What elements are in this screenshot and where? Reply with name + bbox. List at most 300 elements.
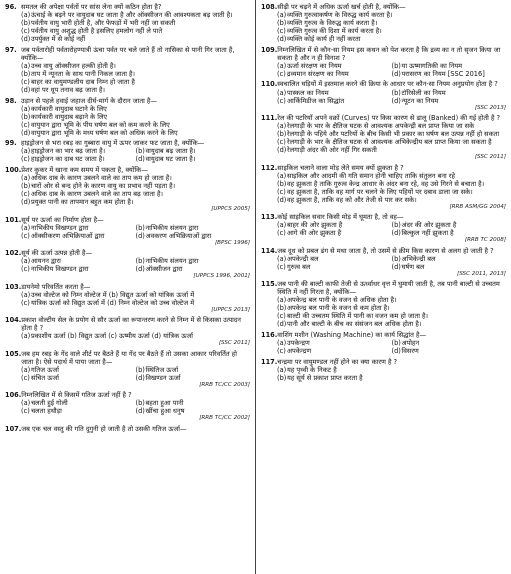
question-number: 109. — [261, 45, 278, 54]
question-number: 108. — [261, 3, 278, 11]
question-item — [5, 283, 250, 314]
answer-option-row — [5, 257, 250, 265]
question-number: 96. — [5, 3, 17, 11]
option-label: (c) — [21, 77, 30, 86]
question-stem — [261, 80, 506, 88]
option-text: वायुयान द्वारा भूमि के मध्य घर्षण बल को अधिक करने के लिए — [31, 128, 178, 137]
answer-option — [21, 224, 136, 232]
answer-option — [261, 312, 506, 320]
answer-option — [261, 180, 506, 188]
question-number: 102. — [5, 249, 22, 258]
answer-option-row — [261, 347, 506, 355]
column-divider — [255, 0, 256, 574]
option-label: (a) — [21, 223, 31, 232]
answer-option — [21, 265, 136, 273]
question-number: 117. — [261, 357, 278, 366]
answer-option-row — [261, 339, 506, 347]
answer-option — [392, 255, 507, 263]
option-label: (a) — [277, 221, 287, 230]
answer-option — [5, 190, 250, 198]
option-label: (d) — [277, 195, 287, 204]
option-label: (b) — [391, 338, 401, 347]
answer-option-row — [5, 332, 250, 340]
option-label: (c) — [21, 407, 30, 416]
option-text: आगे की ओर झुकता है — [287, 229, 342, 238]
option-text: रेलगाड़ी के भार के क्षैतिज घटक से आवश्यक अपकेन्द्री बल प्राप्त किया जा सके — [287, 122, 475, 130]
answer-option — [21, 232, 136, 240]
question-text: समतल की अपेक्षा पर्वतों पर सांस लेना क्यों कठिन होता है? — [21, 3, 162, 11]
question-number: 104. — [5, 316, 22, 325]
answer-option — [261, 366, 506, 374]
option-text: अपकेन्द्र बल पानी के वजन से कम होता है। — [287, 304, 390, 313]
option-label: (c) — [21, 27, 30, 36]
option-label: (a) — [277, 338, 287, 347]
option-text: चारों ओर से बन्द होने के कारण वायु का प्रभाव नहीं पड़ता है। — [31, 182, 176, 191]
option-text: वह झुकता है, ताकि वह को और तेजी से पार कर सके। — [287, 195, 417, 204]
option-label: (a) — [277, 122, 287, 130]
answer-option — [277, 347, 392, 355]
question-item — [261, 114, 506, 161]
option-label: (b) — [277, 179, 287, 188]
question-stem — [5, 391, 250, 399]
option-label: (d) — [277, 320, 287, 329]
question-item — [5, 166, 250, 213]
option-text: अधिक दाब के कारण उबलने वाले का ताप कम हो जाता है। — [31, 174, 172, 182]
answer-option-row — [261, 255, 506, 263]
question-item — [261, 331, 506, 355]
exam-source: [RRB ASM/GG 2004] — [449, 203, 506, 210]
option-label: (d) — [21, 128, 31, 137]
answer-option — [21, 407, 136, 415]
option-text: रेलगाड़ी के पहिये और पटरियों के बीच किसी भी प्रकार का घर्षण बल उत्पन्न नहीं हो सकता — [287, 130, 500, 139]
answer-option-row — [5, 374, 250, 382]
exam-source: [UPPCS 2013] — [211, 306, 250, 313]
exam-source: [RRB TC 2008] — [464, 237, 506, 244]
question-text: जब एक चल वस्तु की गति दुगुनी हो जाती है तो उसकी गतिज ऊर्जा— — [21, 424, 187, 433]
question-text: चन्द्रमा पर वायुमण्डल नहीं होने का क्या कारण है ? — [277, 357, 398, 366]
option-label: (c) — [21, 231, 30, 240]
option-label: (d) — [135, 265, 145, 274]
answer-option — [5, 174, 250, 182]
option-label: (c) — [21, 190, 30, 199]
option-label: (a) — [21, 174, 31, 182]
option-text: चलती हुई गोली — [31, 399, 68, 408]
question-text: सीढ़ी पर चढ़ने में अधिक ऊर्जा खर्च होती है, क्योंकि— — [277, 3, 406, 11]
question-stem — [5, 425, 250, 433]
question-item — [5, 249, 250, 280]
option-text: व्यक्ति गुरुत्व के विरुद्ध कार्य करता है। — [287, 19, 378, 28]
answer-option — [21, 366, 136, 374]
option-text: यांत्रिक ऊर्जा को विद्युत ऊर्जा में (d) निम्न वोल्टेज को उच्च वोल्टेज में — [31, 298, 195, 307]
option-label: (a) — [21, 147, 31, 156]
answer-option — [277, 97, 392, 105]
question-text: जब हम रबड़ के गेंद वाले शीर्ट पर बैठते हैं या गेंद पर बैठते हैं तो उसका आकार परिवर्तित हो जाता है। ऐसे पदार्थ में पाया जाता है— — [21, 349, 237, 366]
answer-option-row — [261, 89, 506, 97]
exam-source: [BPSC 1996] — [214, 239, 250, 246]
answer-option — [261, 374, 506, 382]
option-label: (a) — [277, 254, 287, 263]
option-text: गतिज ऊर्जा — [31, 365, 59, 374]
option-label: (a) — [21, 399, 31, 408]
answer-option — [261, 35, 506, 43]
answer-option-row — [261, 221, 506, 229]
answer-option — [136, 374, 251, 382]
question-text: डायनेमो परिवर्तित करता है— — [21, 282, 91, 291]
option-label: (d) — [391, 96, 401, 105]
question-stem — [261, 247, 506, 255]
option-text: अपकेन्द्र बल पानी के वजन से अधिक होता है। — [287, 296, 397, 305]
option-text: रेलगाड़ी के भार के क्षैतिज घटक से आवश्यक अभिकेन्द्रीय बल प्राप्त किया जा सकता है — [287, 138, 492, 147]
answer-option — [261, 146, 506, 154]
question-stem — [261, 358, 506, 366]
option-text: प्रकाशीय ऊर्जा (b) विद्युत ऊर्जा (c) ऊष्मीय ऊर्जा (d) यांत्रिक ऊर्जा — [31, 332, 193, 341]
question-text: वाशिंग मशीन (Washing Machine) का कार्य सिद्धांत है— — [277, 330, 427, 339]
answer-option-row — [5, 399, 250, 407]
question-stem — [5, 249, 250, 257]
question-item — [261, 3, 506, 43]
answer-option-row — [5, 366, 250, 374]
answer-option — [392, 339, 507, 347]
answer-option-row — [5, 265, 250, 273]
option-label: (c) — [277, 312, 286, 321]
option-text: पर्वतीय वायु भारी होती है, और फेफड़ों में भरी नहीं जा सकती — [31, 19, 176, 28]
option-label: (a) — [21, 332, 31, 341]
option-label: (b) — [277, 304, 287, 313]
answer-option — [277, 70, 392, 78]
answer-option — [21, 399, 136, 407]
option-text: नाभिकीय संलयन द्वारा — [145, 223, 199, 232]
option-text: उपकेन्द्रण — [287, 338, 310, 347]
option-label: (a) — [277, 11, 287, 20]
option-label: (a) — [21, 257, 31, 266]
option-text: व्यक्ति कोई कार्य ही नहीं करता — [287, 35, 361, 44]
answer-option — [261, 122, 506, 130]
option-text: संचित ऊर्जा — [31, 373, 59, 382]
question-item — [5, 3, 250, 43]
option-text: बाहर की ओर झुकता है — [287, 221, 343, 230]
question-text: उड़ान से पहले हवाई जहाज दीर्घ-मार्ग के दौरान जाता है— — [21, 96, 157, 105]
option-text: हाइड्रोजन का दाब घट जाता है। — [31, 155, 105, 164]
exam-source: [UPPCS 2005] — [211, 206, 250, 213]
option-label: (b) — [21, 19, 31, 28]
option-text: पास्कल का नियम — [287, 88, 329, 97]
option-text: अपकेन्द्री बल — [287, 254, 319, 263]
option-text: अभिकेन्द्री बल — [401, 254, 436, 263]
question-item — [5, 350, 250, 389]
question-stem — [261, 164, 506, 172]
answer-option — [136, 147, 251, 155]
question-number: 107. — [5, 424, 22, 433]
option-label: (d) — [21, 198, 31, 207]
option-text: बाहर का वायुमण्डलीय दाब निम्न हो जाता है — [31, 77, 135, 86]
question-item — [5, 216, 250, 247]
option-label: (c) — [21, 265, 30, 274]
answer-option-row — [261, 229, 506, 237]
answer-option — [5, 62, 250, 70]
question-stem — [5, 3, 250, 11]
option-text: खींचा हुआ धनुष — [145, 407, 185, 416]
exam-source: [RRB TC/CC 2002] — [199, 415, 250, 422]
answer-option — [5, 105, 250, 113]
question-text: हाइड्रोजन से भरा रबड़ का गुब्बारा वायु में ऊपर जाकर फट जाता है, क्योंकि— — [21, 139, 205, 148]
question-item — [261, 213, 506, 244]
answer-option — [136, 257, 251, 265]
option-label: (d) — [391, 346, 401, 355]
question-stem — [5, 97, 250, 105]
exam-source: [UPPCS 1996, 2001] — [193, 273, 250, 280]
option-label: (c) — [21, 155, 30, 164]
option-label: (c) — [277, 262, 286, 271]
question-item — [261, 280, 506, 328]
option-label: (c) — [277, 346, 286, 355]
question-text: रेल की पटरियाँ अपने वक्रों (Curves) पर किस कारण से ढालू (Banked) की गई होती है ? — [277, 113, 501, 122]
option-label: (a) — [277, 88, 287, 97]
option-label: (d) — [135, 155, 145, 164]
option-label: (b) — [277, 373, 287, 382]
question-item — [5, 391, 250, 422]
question-number: 116. — [261, 330, 278, 339]
question-stem — [5, 350, 250, 366]
answer-option — [5, 11, 250, 19]
answer-option — [5, 86, 250, 94]
question-number: 110. — [261, 80, 278, 89]
answer-option-row — [261, 62, 506, 70]
answer-option-row — [5, 147, 250, 155]
option-text: कार्यकारी वायुदाब बढ़ाने के लिए — [31, 112, 108, 121]
option-text: नाभिकीय विखण्डन द्वारा — [31, 223, 89, 232]
right-column — [261, 3, 506, 384]
question-text: सूर्य पर ऊर्जा का निर्माण होता है— — [21, 215, 104, 224]
option-text: उपर्युक्त में से कोई नहीं — [31, 35, 86, 44]
question-number: 100. — [5, 165, 22, 174]
option-label: (c) — [21, 120, 30, 129]
answer-option — [392, 89, 507, 97]
answer-option — [261, 138, 506, 146]
question-stem — [261, 213, 506, 221]
question-item — [261, 247, 506, 278]
answer-option-row — [261, 70, 506, 78]
question-item — [5, 46, 250, 94]
answer-option — [136, 265, 251, 273]
answer-option — [392, 347, 507, 355]
answer-option — [21, 374, 136, 382]
answer-option — [261, 172, 506, 180]
option-text: गुरुत्व बल — [287, 262, 311, 271]
option-label: (d) — [21, 85, 31, 94]
option-label: (a) — [277, 61, 287, 70]
answer-option — [21, 147, 136, 155]
option-text: रेलगाड़ी अंदर की ओर नहीं गिर सकती — [287, 146, 377, 155]
option-label: (a) — [277, 365, 287, 374]
question-number: 105. — [5, 349, 22, 358]
option-label: (c) — [277, 27, 286, 36]
option-label: (c) — [21, 373, 30, 382]
answer-option — [136, 399, 251, 407]
answer-option — [277, 263, 392, 271]
question-item — [5, 316, 250, 347]
question-text: कोई साइकिल सवार किसी मोड़ में घूमता है, तो वह— — [277, 213, 404, 222]
question-stem — [5, 316, 250, 332]
option-text: वहां पर धूप तनाव बढ़ जाता है। — [31, 85, 106, 94]
question-stem — [261, 114, 506, 122]
option-text: विसरण — [401, 346, 419, 355]
answer-option — [136, 366, 251, 374]
option-text: न्यूटन का नियम — [401, 96, 439, 105]
option-label: (a) — [21, 365, 31, 374]
option-text: आर्किमिडीज का सिद्धांत — [287, 96, 345, 105]
question-number: 111. — [261, 113, 278, 122]
answer-option — [21, 257, 136, 265]
option-text: चलता हथौड़ा — [31, 407, 62, 416]
answer-option — [261, 320, 506, 328]
question-item — [5, 97, 250, 137]
answer-option — [5, 198, 250, 206]
option-label: (b) — [391, 88, 401, 97]
option-label: (d) — [391, 69, 401, 78]
answer-option-row — [5, 224, 250, 232]
option-text: उच्च वायु ऑक्सीजन हल्की होती है। — [31, 61, 116, 70]
option-label: (d) — [135, 407, 145, 416]
answer-option — [5, 70, 250, 78]
option-label: (a) — [21, 104, 31, 113]
option-label: (b) — [391, 221, 401, 230]
option-text: वह झुकता है ताकि गुरुत्व केन्द्र आधार के अंदर बना रहे, वह उसे गिरने से बचाता है। — [287, 179, 485, 188]
exam-source: [SSC 2013] — [474, 104, 506, 111]
answer-option — [5, 78, 250, 86]
question-text: साइकिल चलाने वाला मोड़ लेते समय क्यों झुकता है ? — [277, 163, 404, 172]
exam-source: [SSC 2011, 2013] — [457, 270, 506, 277]
answer-option — [136, 155, 251, 163]
option-text: वायुयान द्वारा भूमि के पीय घर्षण बल को कम करने के लिए — [31, 120, 170, 129]
option-text: या ऊष्मागतिकी का नियम — [401, 61, 463, 70]
question-number: 115. — [261, 280, 278, 289]
question-text: जब पर्वतारोही पर्वतारोहण्यात्री ऊंचा पर्वत पर चले जाते हैं तो नासिका से पानी गिर जाता है, क्योंकि— — [21, 45, 235, 62]
answer-option — [261, 304, 506, 312]
question-text: प्रेशर कुकर में खाना कम समय में पकता है, क्योंकि— — [21, 165, 148, 174]
answer-option-row — [261, 97, 506, 105]
question-item — [5, 139, 250, 163]
option-label: (b) — [277, 19, 287, 28]
question-text: स्वचालित घड़ियों में इस्तमाल करने की क्रिया के आधार पर कौन-सा नियम अनुप्रयोग होता है ? — [277, 80, 498, 89]
option-label: (b) — [135, 365, 145, 374]
answer-option — [392, 221, 507, 229]
option-text: अपकेन्द्रण — [287, 346, 312, 355]
left-column — [5, 3, 250, 435]
option-text: द्रव्यमान संरक्षण का नियम — [287, 69, 349, 78]
question-text: निम्नलिखित में से किसमें गतिज ऊर्जा नहीं है ? — [21, 391, 132, 400]
answer-option — [261, 27, 506, 35]
option-label: (b) — [135, 399, 145, 408]
question-stem — [5, 283, 250, 291]
question-number: 97. — [5, 45, 17, 54]
option-text: विखण्डन ऊर्जा — [145, 373, 181, 382]
option-label: (b) — [135, 257, 145, 266]
question-number: 106. — [5, 391, 22, 400]
option-text: नाभिकीय विखण्डन द्वारा — [31, 265, 89, 274]
option-label: (c) — [277, 229, 286, 238]
option-text: बहता हुआ पानी — [145, 399, 184, 408]
option-label: (c) — [277, 69, 286, 78]
answer-option — [392, 70, 507, 78]
option-label: (c) — [21, 298, 30, 307]
question-text: प्रकाश वोल्टीय सेल के प्रयोग से सौर ऊर्जा का रूपान्तरण करने से निम्न में से किसका उत्पादन होता है ? — [21, 316, 241, 333]
question-text: जब पानी की बाल्टी काफी तेजी से ऊर्ध्वाधर वृत्त में घुमायी जाती है, तब पानी बाल्टी से उच्चतम स्थिति में नहीं गिरता है, क्योंकि— — [277, 280, 500, 297]
question-stem — [261, 3, 506, 11]
option-label: (d) — [391, 262, 401, 271]
answer-option — [277, 62, 392, 70]
question-stem — [261, 280, 506, 296]
option-text: यह सूर्य से प्रकाश प्राप्त करता है — [287, 373, 363, 382]
answer-option — [5, 121, 250, 129]
answer-option — [136, 407, 251, 415]
option-label: (b) — [135, 147, 145, 156]
question-number: 98. — [5, 96, 17, 105]
option-text: स्थितिज ऊर्जा — [145, 365, 179, 374]
answer-option — [261, 11, 506, 19]
answer-option — [277, 339, 392, 347]
option-label: (c) — [277, 138, 286, 147]
answer-option — [5, 27, 250, 35]
question-item — [261, 46, 506, 78]
option-label: (a) — [277, 171, 287, 180]
option-text: ऑक्सीजन द्वारा — [145, 265, 183, 274]
question-stem — [5, 216, 250, 224]
question-stem — [5, 139, 250, 147]
option-text: ऊंचाई के बढ़ने पर वायुदाब घट जाता है और ऑक्सीजन की आवश्यकता बढ़ जाती है। — [31, 11, 233, 20]
answer-option — [277, 229, 392, 237]
answer-option — [261, 130, 506, 138]
answer-option — [21, 332, 250, 340]
option-label: (b) — [21, 69, 31, 78]
exam-source: [SSC 2011] — [218, 340, 250, 347]
option-label: (d) — [21, 35, 31, 44]
answer-option-row — [5, 407, 250, 415]
option-label: (d) — [391, 229, 401, 238]
option-label: (b) — [391, 61, 401, 70]
answer-option — [5, 19, 250, 27]
answer-option — [277, 221, 392, 229]
option-text: उच्च वोल्टेज को निम्न वोल्टेज में (b) विद्युत ऊर्जा को यांत्रिक ऊर्जा में — [31, 290, 195, 299]
option-text: पर्वतीय वायु अशुद्ध होती है इसलिए हमलोग नहीं ले पाते — [31, 27, 163, 36]
option-text: व्यक्ति गुरुत्व की दिशा में कार्य करता है। — [287, 27, 382, 36]
answer-option — [5, 129, 250, 137]
option-label: (a) — [277, 296, 287, 305]
option-text: अवकरण अभिक्रियाओं द्वारा — [145, 231, 212, 240]
option-label: (a) — [21, 61, 31, 70]
answer-option — [392, 97, 507, 105]
question-number: 99. — [5, 139, 17, 148]
option-text: कार्यकारी वायुदाब घटाने के लिए — [31, 104, 107, 113]
question-item — [261, 358, 506, 382]
option-label: (d) — [277, 146, 287, 155]
question-item — [261, 80, 506, 111]
question-text: निम्नलिखित में से कौन-सा नियम इस कथन को पेश करता है कि द्रव्य का न तो सृजन किया जा सकता है और न ही विनाश ? — [277, 45, 501, 62]
option-text: अंदर की ओर झुकता है — [401, 221, 457, 230]
option-text: नाभिकीय संलयन द्वारा — [145, 257, 199, 266]
answer-option — [5, 113, 250, 121]
answer-option — [277, 255, 392, 263]
question-stem — [5, 46, 250, 62]
option-label: (a) — [21, 11, 31, 20]
answer-option-row — [261, 263, 506, 271]
option-text: बिल्कुल नहीं झुकता है — [401, 229, 454, 238]
answer-option — [392, 62, 507, 70]
option-text: अपोहन — [401, 338, 420, 347]
answer-option — [5, 291, 250, 299]
option-label: (c) — [277, 187, 286, 196]
option-text: ऑक्सीकरण अभिक्रियाओं द्वारा — [31, 231, 105, 240]
option-label: (c) — [277, 96, 286, 105]
